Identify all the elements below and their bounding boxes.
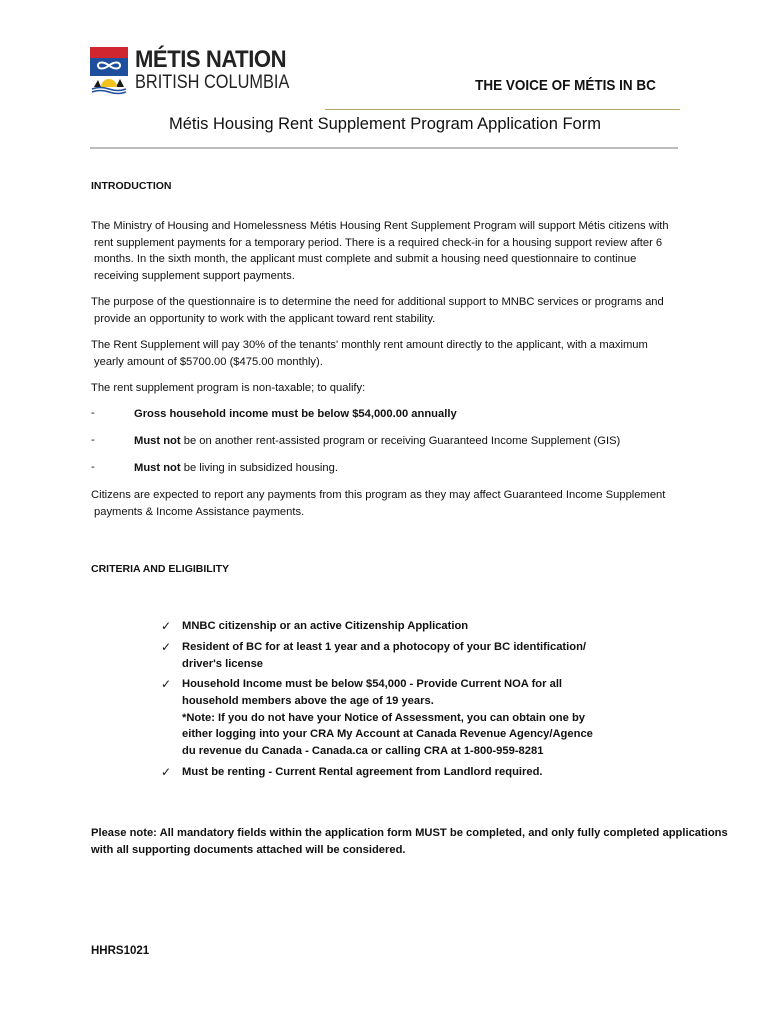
- logo-subtitle: BRITISH COLUMBIA: [135, 72, 290, 93]
- logo-name: MÉTIS NATION: [135, 46, 287, 73]
- dash-marker: -: [91, 434, 95, 446]
- bullet-rest: be living in subsidized housing.: [180, 462, 338, 474]
- form-title: Métis Housing Rent Supplement Program Application Form: [169, 115, 601, 133]
- mandatory-fields-note: Please note: All mandatory fields within the application form MUST be completed, and only fully completed applications with all supporting documents attached will be considered.: [91, 827, 728, 856]
- checkmark-icon: ✓: [161, 765, 172, 779]
- dash-marker: -: [91, 407, 95, 419]
- checkmark-icon: ✓: [161, 640, 172, 654]
- mnbc-flag-icon: [90, 47, 128, 95]
- intro-heading: INTRODUCTION: [91, 180, 172, 192]
- dash-marker: -: [91, 461, 95, 473]
- criteria-text: MNBC citizenship or an active Citizenship Application: [182, 620, 469, 632]
- bullet-bold: Must not: [134, 462, 181, 474]
- gold-divider: [325, 109, 680, 110]
- bullet-text: [134, 433, 620, 450]
- bullet-bold: Gross household income must be below $54,000.00 annually: [134, 408, 457, 420]
- form-code: HHRS1021: [91, 945, 150, 957]
- intro-paragraph-4: The rent supplement program is non-taxable; to qualify:: [91, 382, 366, 394]
- intro-paragraph-2: The purpose of the questionnaire is to determine the need for additional support to MNBC services or programs and provide an opportunity to work with the applicant toward rent stability.: [91, 296, 664, 325]
- tagline: THE VOICE OF MÉTIS IN BC: [475, 77, 656, 94]
- intro-paragraph-1: The Ministry of Housing and Homelessness Métis Housing Rent Supplement Program will support Métis citizens with rent supplement payments for a temporary period. There is a required check-in for a housing support review after 6 months. In the sixth month, the applicant must complete and submit a housing need questionnaire to continue receiving supplement support payments.: [91, 220, 669, 282]
- criteria-text: Household Income must be below $54,000 - Provide Current NOA for all household members above the age of 19 years. *Note: If you do not have your Notice of Assessment, you can obtain one by either logging into your CRA My Account at Canada Revenue Agency/Agence du revenue du Canada - Canada.ca or calling CRA at 1-800-959-8281: [182, 678, 593, 758]
- checkmark-icon: ✓: [161, 677, 172, 691]
- intro-paragraph-3: The Rent Supplement will pay 30% of the tenants' monthly rent amount directly to the applicant, with a maximum yearly amount of $5700.00 ($475.00 monthly).: [91, 339, 648, 368]
- bullet-text: [134, 460, 338, 477]
- checkmark-icon: ✓: [161, 619, 172, 633]
- mnbc-logo: [90, 46, 290, 97]
- title-divider: [90, 147, 678, 149]
- bullet-text: [134, 406, 457, 423]
- criteria-text: Resident of BC for at least 1 year and a photocopy of your BC identification/ driver's license: [182, 641, 587, 670]
- criteria-text: Must be renting - Current Rental agreement from Landlord required.: [182, 766, 543, 778]
- criteria-heading: CRITERIA AND ELIGIBILITY: [91, 563, 230, 575]
- intro-paragraph-5: Citizens are expected to report any payments from this program as they may affect Guaranteed Income Supplement payments & Income Assistance payments.: [91, 489, 666, 518]
- bullet-bold: Must not: [134, 435, 181, 447]
- bullet-rest: be on another rent-assisted program or receiving Guaranteed Income Supplement (GIS): [180, 435, 621, 447]
